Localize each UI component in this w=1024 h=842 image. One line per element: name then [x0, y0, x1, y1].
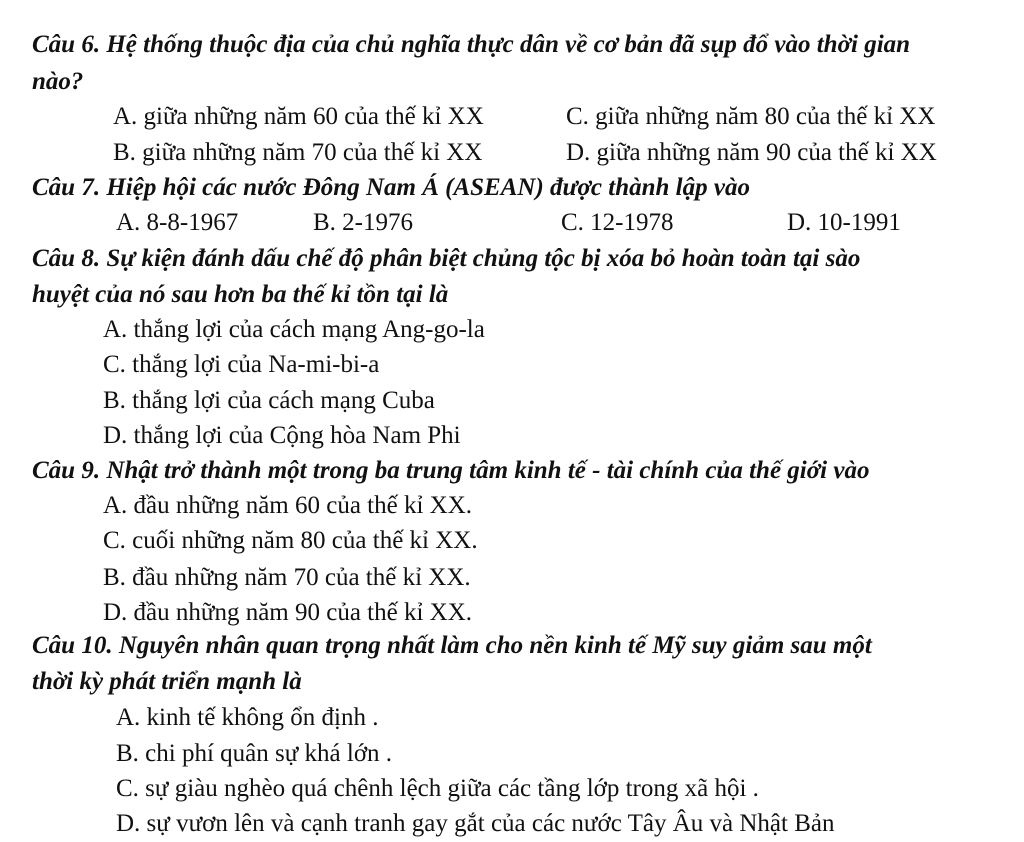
question-10-text: Câu 10. Nguyên nhân quan trọng nhất làm cho nền kinh tế Mỹ suy giảm sau một: [32, 632, 872, 659]
question-10-option-b: B. chi phí quân sự khá lớn .: [116, 740, 393, 767]
question-10-option-a: A. kinh tế không ổn định .: [116, 704, 379, 731]
question-9-option-c: C. cuối những năm 80 của thế kỉ XX.: [103, 527, 478, 554]
question-6-text: Câu 6. Hệ thống thuộc địa của chủ nghĩa thực dân về cơ bản đã sụp đổ vào thời gian: [32, 31, 911, 58]
question-6-text-cont: nào?: [32, 68, 84, 95]
question-8-text: Câu 8. Sự kiện đánh dấu chế độ phân biệt chủng tộc bị xóa bỏ hoàn toàn tại sào: [32, 245, 861, 272]
question-8-option-b: B. thắng lợi của cách mạng Cuba: [103, 387, 435, 414]
question-8-option-c: C. thắng lợi của Na-mi-bi-a: [103, 351, 380, 378]
question-9-option-a: A. đầu những năm 60 của thế kỉ XX.: [103, 492, 473, 519]
question-6-option-d: D. giữa những năm 90 của thế kỉ XX: [566, 139, 937, 166]
question-6-option-b: B. giữa những năm 70 của thế kỉ XX: [113, 139, 483, 166]
question-10-option-c: C. sự giàu nghèo quá chênh lệch giữa các tầng lớp trong xã hội .: [116, 775, 759, 802]
question-6-option-c: C. giữa những năm 80 của thế kỉ XX: [566, 103, 936, 130]
question-6-option-a: A. giữa những năm 60 của thế kỉ XX: [113, 103, 484, 130]
question-9-option-b: B. đầu những năm 70 của thế kỉ XX.: [103, 564, 471, 591]
question-7-option-c: C. 12-1978: [561, 209, 674, 236]
question-8-option-d: D. thắng lợi của Cộng hòa Nam Phi: [103, 422, 461, 449]
question-9-text: Câu 9. Nhật trở thành một trong ba trung tâm kinh tế - tài chính của thế giới vào: [32, 457, 870, 484]
question-8-option-a: A. thắng lợi của cách mạng Ang-go-la: [103, 316, 485, 343]
question-7-text: Câu 7. Hiệp hội các nước Đông Nam Á (ASEAN) được thành lập vào: [32, 174, 750, 201]
question-7-option-a: A. 8-8-1967: [116, 209, 239, 236]
question-7-option-b: B. 2-1976: [313, 209, 413, 236]
question-9-option-d: D. đầu những năm 90 của thế kỉ XX.: [103, 599, 473, 626]
question-10-text-cont: thời kỳ phát triển mạnh là: [32, 668, 302, 695]
question-10-option-d: D. sự vươn lên và cạnh tranh gay gắt của các nước Tây Âu và Nhật Bản: [116, 810, 835, 837]
question-8-text-cont: huyệt của nó sau hơn ba thế kỉ tồn tại là: [32, 281, 449, 308]
question-7-option-d: D. 10-1991: [787, 209, 901, 236]
